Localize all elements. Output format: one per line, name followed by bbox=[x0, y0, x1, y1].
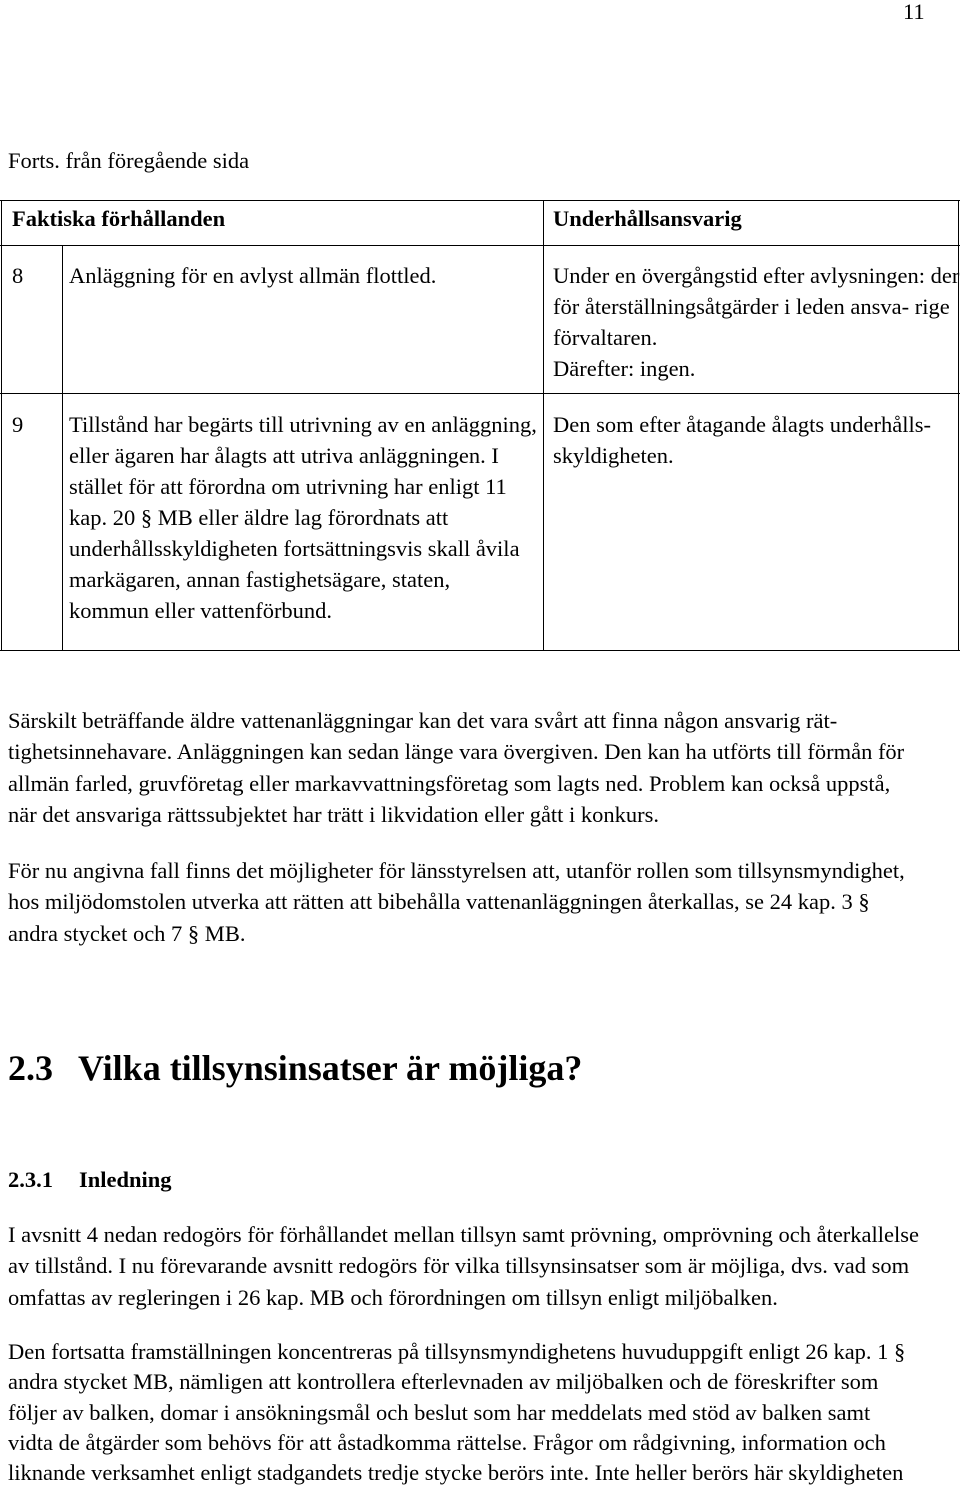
paragraph-line: Särskilt beträffande äldre vattenanläggningar kan det vara svårt att finna någon ansvarig rät- bbox=[8, 708, 838, 733]
paragraph bbox=[8, 855, 905, 949]
section-title: Vilka tillsynsinsatser är möjliga? bbox=[78, 1048, 583, 1088]
paragraph bbox=[8, 705, 904, 830]
responsibility-cell-line: Därefter: ingen. bbox=[553, 356, 696, 381]
paragraph-line: när det ansvariga rättssubjektet har trätt i likvidation eller gått i konkurs. bbox=[8, 801, 660, 827]
responsibility-cell-line: förvaltaren. bbox=[553, 325, 658, 350]
paragraph-line: liknande verksamhet enligt stadgandets tredje stycke berörs inte. Inte heller berörs här skyldigheten bbox=[8, 1460, 904, 1486]
responsibility-cell bbox=[553, 409, 960, 471]
facts-cell bbox=[69, 260, 541, 291]
table-rule-number-column bbox=[62, 245, 63, 651]
subsection-number: 2.3.1 bbox=[8, 1167, 53, 1192]
facts-cell-line: kommun eller vattenförbund. bbox=[69, 598, 333, 623]
facts-cell-line: stället för att förordna om utrivning har enligt 11 bbox=[69, 474, 507, 499]
subsection-title: Inledning bbox=[79, 1167, 172, 1192]
facts-cell bbox=[69, 409, 541, 626]
table-header-facts: Faktiska förhållanden bbox=[12, 206, 226, 231]
paragraph-line: vidta de åtgärder som behövs för att åstadkomma rättelse. Frågor om rådgivning, information och bbox=[8, 1429, 886, 1455]
paragraph-line: av tillstånd. I nu förevarande avsnitt redogörs för vilka tillsynsinsatser som är möjliga, dvs. vad som bbox=[8, 1253, 910, 1279]
table-rule-row-divider bbox=[0, 393, 960, 394]
facts-cell-line: underhållsskyldigheten fortsättningsvis skall åvila bbox=[69, 536, 520, 561]
facts-cell-line: kap. 20 § MB eller äldre lag förordnats att bbox=[69, 505, 449, 530]
facts-cell-line: Anläggning för en avlyst allmän flottled. bbox=[69, 263, 437, 288]
table-rule-header-bottom bbox=[0, 245, 960, 246]
facts-responsibility-table bbox=[0, 0, 960, 651]
table-rule-left bbox=[1, 200, 2, 651]
row-number: 9 bbox=[12, 412, 24, 437]
paragraph-line: allmän farled, gruvföretag eller markavvattningsföretag som lagts ned. Problem kan också uppstå, bbox=[8, 770, 891, 796]
table-header-responsibility: Underhållsansvarig bbox=[553, 206, 742, 231]
facts-cell-line: Tillstånd har begärts till utrivning av en anläggning, bbox=[69, 412, 537, 437]
table-rule-top bbox=[0, 200, 960, 201]
responsibility-cell-line: för återställningsåtgärder i leden ansva- rige bbox=[553, 294, 950, 319]
paragraph-line: I avsnitt 4 nedan redogörs för förhållandet mellan tillsyn samt prövning, omprövning och återkallelse bbox=[8, 1222, 920, 1247]
paragraph-line: tighetsinnehavare. Anläggningen kan sedan länge vara övergiven. Den kan ha utförts till förmån för bbox=[8, 739, 905, 765]
paragraph-line: För nu angivna fall finns det möjligheter för länsstyrelsen att, utanför rollen som tillsynsmyndighet, bbox=[8, 858, 905, 883]
paragraph bbox=[8, 1337, 905, 1488]
paragraph-line: andra stycket MB, nämligen att kontrollera efterlevnaden av miljöbalken och de föreskrifter som bbox=[8, 1369, 879, 1395]
paragraph-line: andra stycket och 7 § MB. bbox=[8, 920, 246, 946]
row-number: 8 bbox=[12, 263, 24, 288]
facts-cell-line: markägaren, annan fastighetsägare, staten, bbox=[69, 567, 451, 592]
paragraph-line: omfattas av regleringen i 26 kap. MB och förordningen om tillsyn enligt miljöbalken. bbox=[8, 1284, 778, 1310]
continuation-note: Forts. från föregående sida bbox=[8, 148, 250, 173]
responsibility-cell-line: Den som efter åtagande ålagts underhålls- bbox=[553, 412, 931, 437]
paragraph-line: Den fortsatta framställningen koncentreras på tillsynsmyndighetens huvuduppgift enligt 26 kap. 1 § bbox=[8, 1339, 906, 1364]
section-number: 2.3 bbox=[8, 1048, 53, 1088]
responsibility-cell-line: Under en övergångstid efter avlysningen: der bbox=[553, 263, 960, 288]
table-rule-bottom bbox=[0, 650, 960, 651]
paragraph-line: följer av balken, domar i ansökningsmål och beslut som har meddelats med stöd av balken samt bbox=[8, 1399, 871, 1425]
paragraph bbox=[8, 1219, 919, 1313]
page-number: 11 bbox=[903, 0, 925, 24]
responsibility-cell-line: skyldigheten. bbox=[553, 443, 674, 468]
paragraph-line: hos miljödomstolen utverka att rätten att bibehålla vattenanläggningen återkallas, se 24 kap. 3 § bbox=[8, 889, 870, 915]
table-rule-middle bbox=[543, 200, 544, 651]
facts-cell-line: eller ägaren har ålagts att utriva anläggningen. I bbox=[69, 443, 499, 468]
responsibility-cell bbox=[553, 260, 960, 384]
